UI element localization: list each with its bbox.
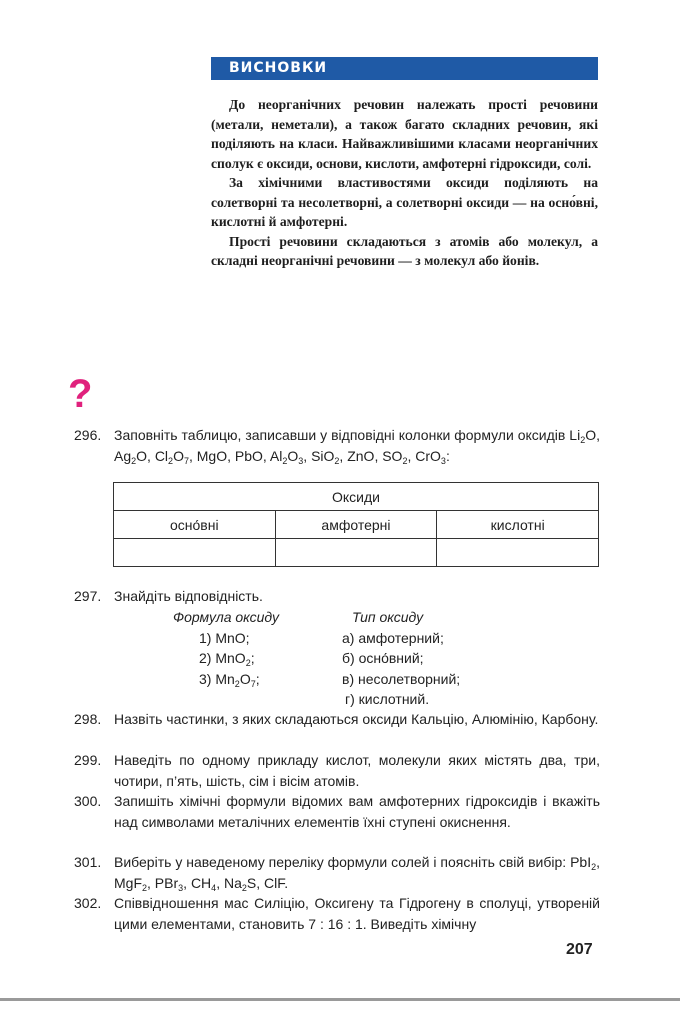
task-301 xyxy=(74,852,600,893)
bottom-divider xyxy=(0,998,680,1001)
task-number: 298. xyxy=(74,711,102,727)
task-number: 300. xyxy=(74,793,102,809)
task-300 xyxy=(74,791,600,832)
match-left-1: 1) MnO; xyxy=(199,629,250,646)
task-text: Наведіть по одному прикладу кислот, молекули яких містять два, три, чотири, п’ять, шість, сім і вісім атомів. xyxy=(114,752,600,789)
conclusions-header xyxy=(211,57,598,80)
formula-list: PbI$_2$, MgF$_2$, PBr$_3$, $CH_4$, $Na_2S$, ClF. xyxy=(114,854,600,893)
match-left-3: 3) $Mn_2O_7$; xyxy=(199,670,260,689)
task-number: 301. xyxy=(74,854,102,870)
task-296 xyxy=(74,425,600,466)
conclusions-body xyxy=(211,95,598,271)
task-text: Співвідношення мас Силіцію, Оксигену та Гідрогену в сполуці, утвореній цими елементами, становить 7 : 16 : 1. Виведіть хімічну xyxy=(114,895,600,932)
task-number: 297. xyxy=(74,588,102,604)
conclusions-paragraph-1: До неорганічних речовин належать прості речовини (метали, неметали), а також багато складних речовин, які поділяють на класи. Найважливішими класами неорганічних сполук є оксиди, основи, кислоти, амфотерні гідроксиди, солі. xyxy=(211,97,598,171)
match-right-1: а) амфотерний; xyxy=(342,629,444,646)
match-right-2: б) осно́вний; xyxy=(342,650,424,666)
task-text: Заповніть таблицю, записавши у відповідні колонки формули оксидів $Li_2O$, $Ag_2O$, $Cl_2O_7$, MgO, PbO, $Al_2O_3$, SiO$_2$, ZnO, $SO_2$, CrO$_3$: xyxy=(114,427,600,466)
question-mark-icon: ? xyxy=(68,372,93,416)
task-298 xyxy=(74,709,600,730)
input-cell-basic[interactable] xyxy=(114,539,276,567)
task-297 xyxy=(74,586,600,607)
task-text: Запишіть хімічні формули відомих вам амфотерних гідроксидів і вкажіть над символами металічних елементів їхні ступені окиснення. xyxy=(114,793,600,830)
conclusions-title: ВИСНОВКИ xyxy=(229,60,328,76)
task-299 xyxy=(74,750,600,791)
oxides-table xyxy=(113,482,599,567)
conclusions-paragraph-3: Прості речовини складаються з атомів або молекул, а складні неорганічні речовини — з молекул або йонів. xyxy=(211,233,598,268)
column-header: Формула оксиду xyxy=(173,609,280,625)
input-cell-acidic[interactable] xyxy=(437,539,599,567)
match-left-2: 2) MnO$_2$; xyxy=(199,650,255,668)
task-text: Назвіть частинки, з яких складаються оксиди Кальцію, Алюмінію, Карбону. xyxy=(114,711,599,727)
match-right-3: в) несолетворний; xyxy=(342,670,461,687)
task-302 xyxy=(74,893,600,934)
match-column-types xyxy=(342,607,460,710)
input-cell-amphoteric[interactable] xyxy=(275,539,437,567)
task-text: Виберіть у наведеному переліку формули солей і поясніть свій вибір: PbI$_2$, MgF$_2$, PBr$_3$, $CH_4$, $Na_2S$, ClF. xyxy=(114,854,600,893)
column-basic: осно́вні xyxy=(114,511,276,539)
formula-list: $Li_2O$, $Ag_2O$, $Cl_2O_7$, MgO, PbO, $Al_2O_3$, SiO$_2$, ZnO, $SO_2$, CrO$_3$: xyxy=(114,427,600,466)
task-number: 299. xyxy=(74,752,102,768)
table-header: Оксиди xyxy=(114,483,599,511)
column-acidic: кислотні xyxy=(437,511,599,539)
task-number: 302. xyxy=(74,895,102,911)
page-number: 207 xyxy=(566,941,593,958)
task-text: Знайдіть відповідність. xyxy=(114,588,263,604)
match-right-4: г) кислотний. xyxy=(345,691,430,707)
column-amphoteric: амфотерні xyxy=(275,511,437,539)
match-column-formulas xyxy=(173,607,279,689)
conclusions-paragraph-2: За хімічними властивостями оксиди поділяють на солетворні та несолетворні, а солетворні оксиди — на осно́вні, кислотні й амфотерні. xyxy=(211,175,598,229)
task-number: 296. xyxy=(74,427,102,443)
column-header: Тип оксиду xyxy=(352,609,424,625)
